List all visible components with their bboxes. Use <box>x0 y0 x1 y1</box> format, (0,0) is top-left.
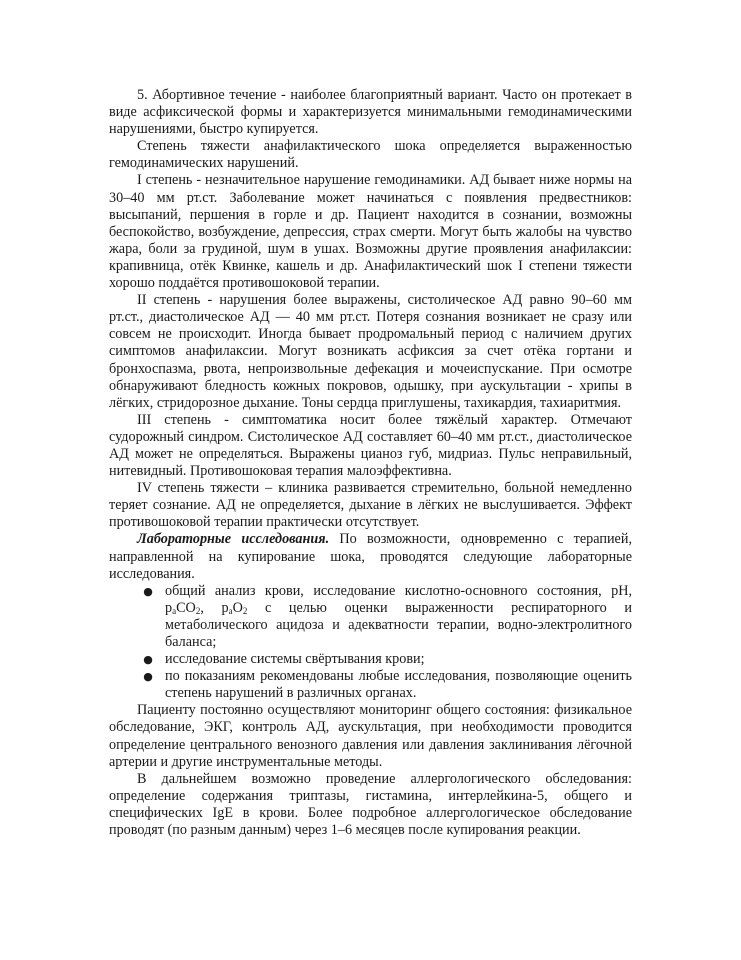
subscript: a <box>172 605 177 616</box>
text-segment: CO <box>176 599 196 616</box>
paragraph-degree-2: II степень - нарушения более выражены, систолическое АД равно 90–60 мм рт.ст., диастолическое АД — 40 мм рт.ст. Потеря сознания возникает не сразу или совсем не происходит. Иногда бывает продромальный период с наличием других симптомов анафилаксии. Могут возникать асфиксия за счет отёка гортани и бронхоспазма, рвота, непроизвольные дефекация и мочеиспускание. При осмотре обнаруживают бледность кожных покровов, одышку, при аускультации - хрипы в лёгких, стридорозное дыхание. Тоны сердца приглушены, тахикардия, тахиаритмия. <box>109 292 632 411</box>
list-item <box>143 651 632 668</box>
list-item-text: исследование системы свёртывания крови; <box>165 651 425 668</box>
list-item-text: по показаниям рекомендованы любые исследования, позволяющие оценить степень нарушений в различных органах. <box>165 668 632 702</box>
bullet-icon: ● <box>143 584 153 598</box>
lab-section-title: Лабораторные исследования. <box>137 531 330 548</box>
paragraph-abortive: 5. Абортивное течение - наиболее благоприятный вариант. Часто он протекает в виде асфиксической формы и характеризуется минимальными гемодинамическими нарушениями, быстро купируется. <box>109 87 632 138</box>
bullet-icon: ● <box>143 653 153 667</box>
text-segment: O <box>232 599 243 616</box>
subscript: a <box>228 605 233 616</box>
paragraph-monitoring: Пациенту постоянно осуществляют мониторинг общего состояния: физикальное обследование, ЭКГ, контроль АД, аускультация, при необходимости проводится определение центрального венозного давления или давления заклинивания лёгочной артерии и другие инструментальные методы. <box>109 702 632 770</box>
paragraph-lab <box>109 531 632 582</box>
text-segment: с целью оценки выраженности респираторного и метаболического ацидоза и адекватности терапии, водно-электролитного баланса; <box>165 599 632 650</box>
list-item-text <box>165 583 632 650</box>
bullet-icon: ● <box>143 670 153 684</box>
paragraph-severity-intro: Степень тяжести анафилактического шока определяется выраженностью гемодинамических нарушений. <box>109 138 632 172</box>
paragraph-degree-3: III степень - симптоматика носит более тяжёлый характер. Отмечают судорожный синдром. Систолическое АД составляет 60–40 мм рт.ст., диастолическое АД может не определяться. Выражены цианоз губ, мидриаз. Пульс неправильный, нитевидный. Противошоковая терапия малоэффективна. <box>109 411 632 480</box>
paragraph-allergy: В дальнейшем возможно проведение аллергологического обследования: определение содержания триптазы, гистамина, интерлейкина-5, общего и специфических IgE в крови. Более подробное аллергологическое обследование проводят (по разным данным) через 1–6 месяцев после купирования реакции. <box>109 770 632 839</box>
paragraph-degree-1: I степень - незначительное нарушение гемодинамики. АД бывает ниже нормы на 30–40 мм рт.ст. Заболевание может начинаться с появления предвестников: высыпаний, першения в горле и др. Пациент находится в сознании, возможны беспокойство, возбуждение, депрессия, страх смерти. Могут быть жалобы на чувство жара, боли за грудиной, шум в ушах. Возможны другие проявления анафилаксии: крапивница, отёк Квинке, кашель и др. Анафилактический шок I степени тяжести хорошо поддаётся противошоковой терапии. <box>109 172 632 292</box>
lab-section-text: По возможности, одновременно с терапией, направленной на купирование шока, проводятся следующие лабораторные исследования. <box>109 531 632 582</box>
lab-list <box>109 583 632 703</box>
list-item <box>143 582 632 651</box>
list-item <box>143 668 632 702</box>
subscript: 2 <box>242 605 248 616</box>
text-segment: , p <box>200 599 229 616</box>
text-segment: общий анализ крови, исследование кислотно-основного состояния, pH, p <box>165 582 632 616</box>
document-page <box>109 87 632 839</box>
subscript: 2 <box>195 605 201 616</box>
paragraph-degree-4: IV степень тяжести – клиника развивается стремительно, больной немедленно теряет сознание. АД не определяется, дыхание в лёгких не выслушивается. Эффект противошоковой терапии практически отсутствует. <box>109 480 632 531</box>
